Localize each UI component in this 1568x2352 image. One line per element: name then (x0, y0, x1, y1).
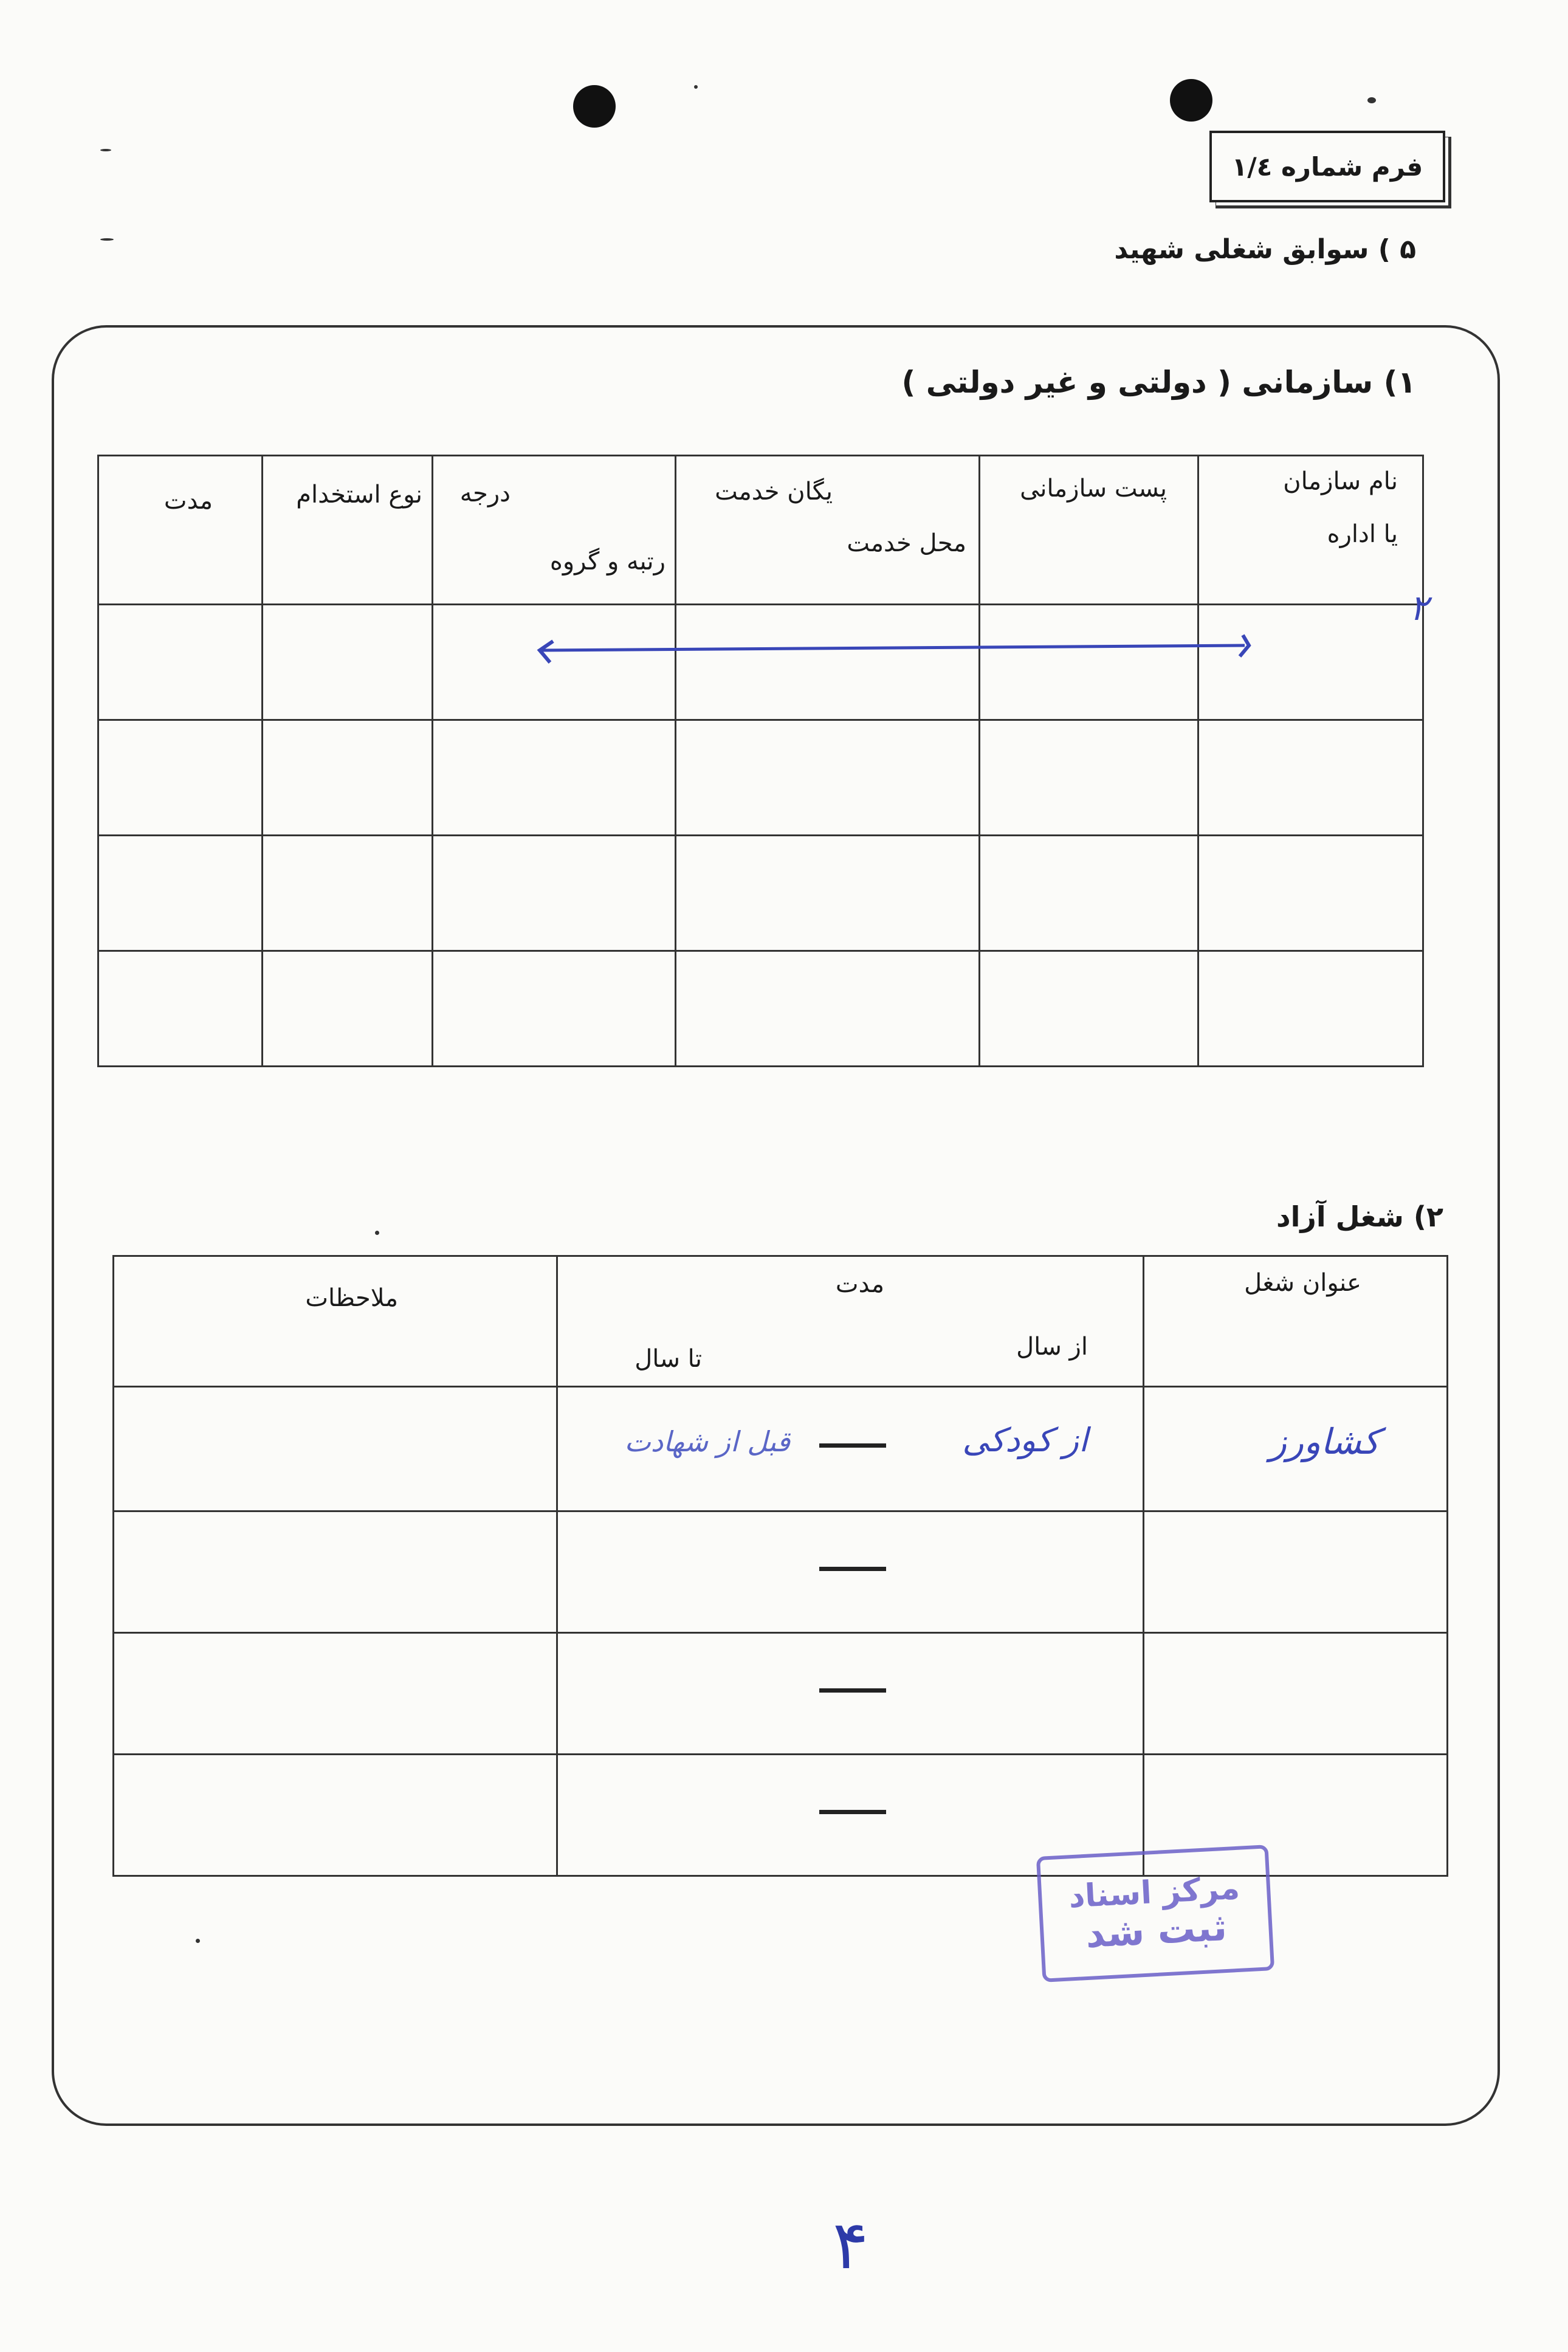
cell-remarks (114, 1387, 557, 1511)
header-job-title (1144, 1256, 1448, 1387)
row1-job-title: کشاورز (1269, 1421, 1380, 1462)
header-to-year: تا سال (634, 1345, 702, 1373)
cell-duration (557, 1387, 1144, 1511)
table-row (114, 1633, 1448, 1755)
header-remarks-label: ملاحظات (305, 1284, 398, 1312)
organizational-history-table (97, 455, 1428, 1067)
row1-to-year: قبل از شهادت (624, 1425, 790, 1458)
part2-title: ۲) شغل آزاد (1276, 1200, 1443, 1233)
header-duration-label: مدت (835, 1270, 884, 1298)
cell (263, 605, 433, 720)
punch-hole-right (1170, 79, 1212, 122)
row1-from-year: از کودکی (962, 1421, 1088, 1459)
section-title: ۵ ) سوابق شغلی شهید (1114, 234, 1416, 265)
table-header-row (98, 456, 1423, 605)
table-header-row (114, 1256, 1448, 1387)
table-row (98, 951, 1423, 1067)
cell-job-title (1144, 1387, 1448, 1511)
table-row (98, 836, 1423, 951)
header-employment-type (263, 456, 433, 605)
header-post-label: پست سازمانی (1020, 475, 1167, 503)
form-number-box (1209, 131, 1445, 202)
speck (100, 149, 111, 151)
dash-separator (819, 1443, 886, 1448)
registration-stamp (1036, 1845, 1274, 1982)
header-duration (98, 456, 263, 605)
header-grade-line1: درجه (459, 480, 511, 507)
speck (1367, 97, 1376, 103)
dash-separator (819, 1688, 886, 1693)
dash-separator (819, 1810, 886, 1814)
punch-hole-left (573, 85, 616, 128)
speck (694, 85, 698, 89)
form-number: فرم شماره ۱/٤ (1231, 151, 1423, 182)
table-row (114, 1511, 1448, 1633)
header-unit-line2: محل خدمت (847, 529, 966, 557)
page-number: ۴ (833, 2206, 869, 2284)
header-org-name-line2: یا اداره (1327, 520, 1398, 548)
self-employment-table (112, 1255, 1448, 1877)
cell (98, 605, 263, 720)
header-post (980, 456, 1198, 605)
table-row (114, 1387, 1448, 1511)
header-employment-type-label: نوع استخدام (296, 481, 422, 509)
header-grade-line2: رتبه و گروه (549, 548, 665, 576)
handwritten-strike-line (523, 626, 1252, 675)
header-job-title-label: عنوان شغل (1244, 1269, 1361, 1297)
speck (100, 238, 114, 241)
header-grade (433, 456, 676, 605)
row1-mark: ٢ (1409, 587, 1428, 628)
header-unit-line1: یگان خدمت (715, 478, 833, 506)
part1-title: ۱) سازمانی ( دولتی و غیر دولتی ) (901, 365, 1416, 400)
header-from-year: از سال (1016, 1333, 1088, 1361)
header-org-name-line1: نام سازمان (1283, 467, 1398, 495)
header-org-name (1198, 456, 1423, 605)
stamp-line2: ثبت شد (1084, 1904, 1228, 1956)
header-remarks (114, 1256, 557, 1387)
header-duration (557, 1256, 1144, 1387)
stamp-line1: مرکز اسناد (1067, 1869, 1241, 1916)
table-row (98, 720, 1423, 836)
header-unit (676, 456, 980, 605)
header-duration-label: مدت (163, 487, 213, 515)
dash-separator (819, 1567, 886, 1571)
